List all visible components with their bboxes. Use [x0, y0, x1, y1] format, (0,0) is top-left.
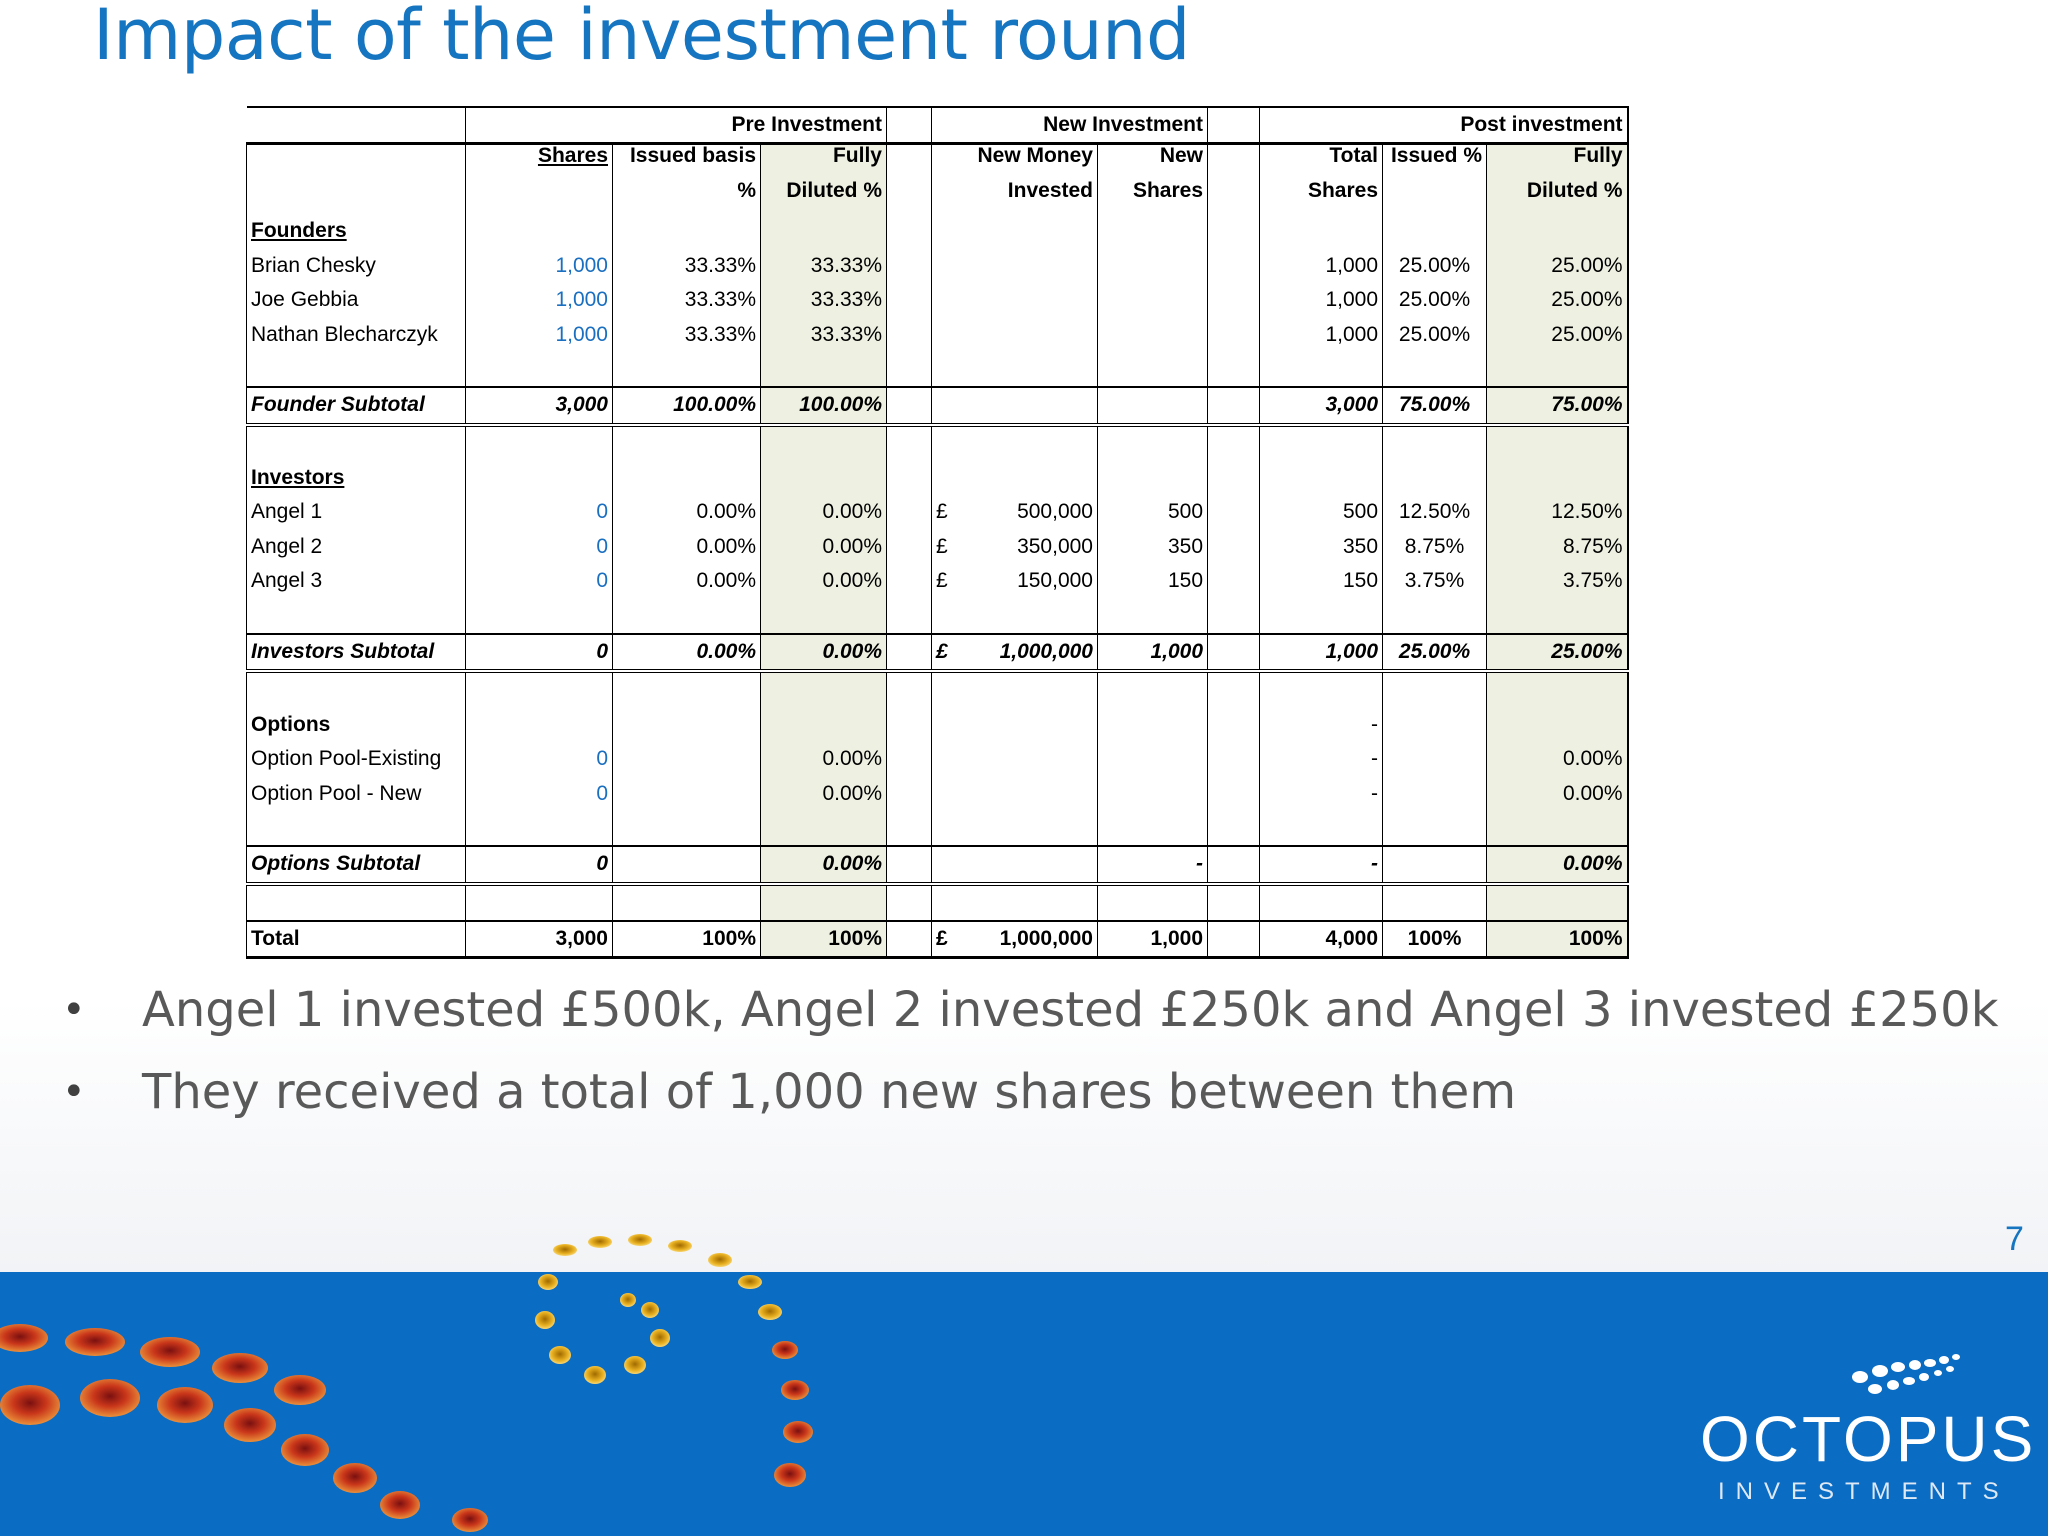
- col-new-shares: New: [1098, 144, 1208, 180]
- issued-basis: 33.33%: [613, 283, 761, 317]
- post-fully-diluted: 0.00%: [1487, 742, 1628, 776]
- logo-subtitle: INVESTMENTS: [1718, 1478, 2010, 1505]
- post-fully-diluted: 100%: [1487, 921, 1628, 958]
- row-label: Investors Subtotal: [247, 634, 466, 671]
- row-label: Founder Subtotal: [247, 387, 466, 424]
- issued-pct: 75.00%: [1383, 387, 1487, 424]
- total-shares: 500: [1260, 495, 1383, 529]
- total-shares: 1,000: [1260, 249, 1383, 283]
- tentacle-decoration-icon: [0, 1220, 900, 1536]
- col-new-money: New Money: [932, 144, 1098, 180]
- col-post-fully-diluted: Fully: [1487, 144, 1628, 180]
- total-shares: 1,000: [1260, 283, 1383, 317]
- pre-shares: 0: [466, 634, 613, 671]
- issued-pct: 100%: [1383, 921, 1487, 958]
- total-shares: 350: [1260, 530, 1383, 564]
- bullet-dot-icon: •: [62, 987, 86, 1033]
- issued-pct: 25.00%: [1383, 317, 1487, 351]
- col-shares: Shares: [466, 144, 613, 180]
- table-row: [247, 530, 1628, 564]
- new-money: £ 500,000: [932, 495, 1098, 529]
- table-row: [247, 283, 1628, 317]
- spacer-row: [247, 671, 1628, 707]
- pre-shares: 0: [466, 564, 613, 598]
- fully-diluted: 100%: [761, 921, 887, 958]
- issued-pct: 3.75%: [1383, 564, 1487, 598]
- post-fully-diluted: 25.00%: [1487, 634, 1628, 671]
- col-total-shares-2: Shares: [1260, 180, 1383, 214]
- fully-diluted: 0.00%: [761, 742, 887, 776]
- row-label: Total: [247, 921, 466, 958]
- fully-diluted: 0.00%: [761, 564, 887, 598]
- total-shares: -: [1260, 776, 1383, 810]
- spacer-row: [247, 352, 1628, 387]
- new-shares: 1,000: [1098, 921, 1208, 958]
- group-post-investment: Post investment: [1260, 107, 1628, 144]
- fully-diluted: 0.00%: [761, 495, 887, 529]
- issued-pct: 8.75%: [1383, 530, 1487, 564]
- currency-symbol: £: [936, 500, 948, 524]
- pre-shares: 0: [466, 530, 613, 564]
- col-total-shares: Total: [1260, 144, 1383, 180]
- table-row: [247, 249, 1628, 283]
- total-shares: -: [1260, 708, 1383, 742]
- section-options-row: [247, 708, 1628, 742]
- new-shares: -: [1098, 846, 1208, 883]
- row-label: Angel 1: [247, 495, 466, 529]
- section-founders-row: [247, 214, 1628, 248]
- section-heading-investors: Investors: [247, 461, 466, 495]
- options-subtotal-row: [247, 846, 1628, 883]
- col-issued-basis: Issued basis: [613, 144, 761, 180]
- issued-basis: 33.33%: [613, 317, 761, 351]
- issued-pct: 25.00%: [1383, 283, 1487, 317]
- post-fully-diluted: 75.00%: [1487, 387, 1628, 424]
- row-label: Angel 3: [247, 564, 466, 598]
- column-header-row-2: [247, 180, 1628, 214]
- col-new-money-2: Invested: [932, 180, 1098, 214]
- row-label: Brian Chesky: [247, 249, 466, 283]
- logo-wordmark: OCTOPUS: [1700, 1403, 2037, 1475]
- fully-diluted: 0.00%: [761, 530, 887, 564]
- group-pre-investment: Pre Investment: [466, 107, 887, 144]
- bullet-dot-icon: •: [62, 1069, 86, 1115]
- fully-diluted: 33.33%: [761, 317, 887, 351]
- new-shares: 500: [1098, 495, 1208, 529]
- post-fully-diluted: 12.50%: [1487, 495, 1628, 529]
- founder-subtotal-row: [247, 387, 1628, 424]
- spacer-row: [247, 425, 1628, 461]
- row-label: Nathan Blecharczyk: [247, 317, 466, 351]
- investors-subtotal-row: [247, 634, 1628, 671]
- table-row: [247, 564, 1628, 598]
- post-fully-diluted: 25.00%: [1487, 249, 1628, 283]
- slide-title: Impact of the investment round: [93, 0, 1190, 76]
- new-shares: 150: [1098, 564, 1208, 598]
- issued-basis: 0.00%: [613, 530, 761, 564]
- issued-pct: 25.00%: [1383, 249, 1487, 283]
- issued-pct: 12.50%: [1383, 495, 1487, 529]
- total-shares: -: [1260, 742, 1383, 776]
- currency-symbol: £: [936, 534, 948, 558]
- section-investors-row: [247, 461, 1628, 495]
- group-new-investment: New Investment: [932, 107, 1208, 144]
- row-label: Option Pool - New: [247, 776, 466, 810]
- total-shares: 1,000: [1260, 634, 1383, 671]
- spacer-row: [247, 598, 1628, 633]
- col-fully-diluted: Fully: [761, 144, 887, 180]
- pre-shares: 0: [466, 742, 613, 776]
- table-row: [247, 742, 1628, 776]
- pre-shares: 0: [466, 495, 613, 529]
- group-header-row: [247, 107, 1628, 144]
- row-label: Joe Gebbia: [247, 283, 466, 317]
- row-label: Angel 2: [247, 530, 466, 564]
- new-money: £ 1,000,000: [932, 634, 1098, 671]
- post-fully-diluted: 3.75%: [1487, 564, 1628, 598]
- column-header-row-1: [247, 144, 1628, 180]
- total-shares: 1,000: [1260, 317, 1383, 351]
- bullet-item: • Angel 1 invested £500k, Angel 2 invested £250k and Angel 3 invested £250k: [62, 975, 1998, 1057]
- col-post-fully-diluted-2: Diluted %: [1487, 180, 1628, 214]
- pre-shares: 1,000: [466, 317, 613, 351]
- bullet-list: [62, 975, 1998, 1139]
- issued-basis: 100.00%: [613, 387, 761, 424]
- post-fully-diluted: 8.75%: [1487, 530, 1628, 564]
- currency-symbol: £: [936, 927, 948, 951]
- issued-pct: 25.00%: [1383, 634, 1487, 671]
- post-fully-diluted: 0.00%: [1487, 776, 1628, 810]
- post-fully-diluted: 25.00%: [1487, 283, 1628, 317]
- fully-diluted: 33.33%: [761, 249, 887, 283]
- col-fully-diluted-2: Diluted %: [761, 180, 887, 214]
- table-row: [247, 776, 1628, 810]
- post-fully-diluted: 0.00%: [1487, 846, 1628, 883]
- total-shares: 4,000: [1260, 921, 1383, 958]
- new-money: £ 150,000: [932, 564, 1098, 598]
- post-fully-diluted: 25.00%: [1487, 317, 1628, 351]
- pre-shares: 1,000: [466, 249, 613, 283]
- new-shares: 1,000: [1098, 634, 1208, 671]
- section-heading-founders: Founders: [247, 214, 466, 248]
- pre-shares: 3,000: [466, 387, 613, 424]
- new-money: £ 1,000,000: [932, 921, 1098, 958]
- total-shares: 150: [1260, 564, 1383, 598]
- page-number: 7: [2005, 1220, 2024, 1258]
- row-label: Option Pool-Existing: [247, 742, 466, 776]
- new-shares: 350: [1098, 530, 1208, 564]
- col-new-shares-2: Shares: [1098, 180, 1208, 214]
- spacer-row: [247, 811, 1628, 846]
- pre-shares: 1,000: [466, 283, 613, 317]
- table-row: [247, 317, 1628, 351]
- bullet-item: • They received a total of 1,000 new shares between them: [62, 1057, 1998, 1139]
- issued-basis: 100%: [613, 921, 761, 958]
- row-label: Options Subtotal: [247, 846, 466, 883]
- total-row: [247, 921, 1628, 958]
- fully-diluted: 33.33%: [761, 283, 887, 317]
- col-issued-pct: Issued %: [1383, 144, 1487, 180]
- issued-basis: 33.33%: [613, 249, 761, 283]
- total-shares: -: [1260, 846, 1383, 883]
- currency-symbol: £: [936, 640, 948, 664]
- fully-diluted: 100.00%: [761, 387, 887, 424]
- col-issued-basis-2: %: [613, 180, 761, 214]
- pre-shares: 3,000: [466, 921, 613, 958]
- new-money: £ 350,000: [932, 530, 1098, 564]
- issued-basis: 0.00%: [613, 564, 761, 598]
- cap-table: [246, 106, 1629, 959]
- section-heading-options: Options: [247, 708, 466, 742]
- fully-diluted: 0.00%: [761, 634, 887, 671]
- pre-shares: 0: [466, 846, 613, 883]
- spacer-row: [247, 884, 1628, 921]
- table-row: [247, 495, 1628, 529]
- issued-basis: 0.00%: [613, 495, 761, 529]
- currency-symbol: £: [936, 569, 948, 593]
- fully-diluted: 0.00%: [761, 776, 887, 810]
- fully-diluted: 0.00%: [761, 846, 887, 883]
- issued-basis: 0.00%: [613, 634, 761, 671]
- total-shares: 3,000: [1260, 387, 1383, 424]
- pre-shares: 0: [466, 776, 613, 810]
